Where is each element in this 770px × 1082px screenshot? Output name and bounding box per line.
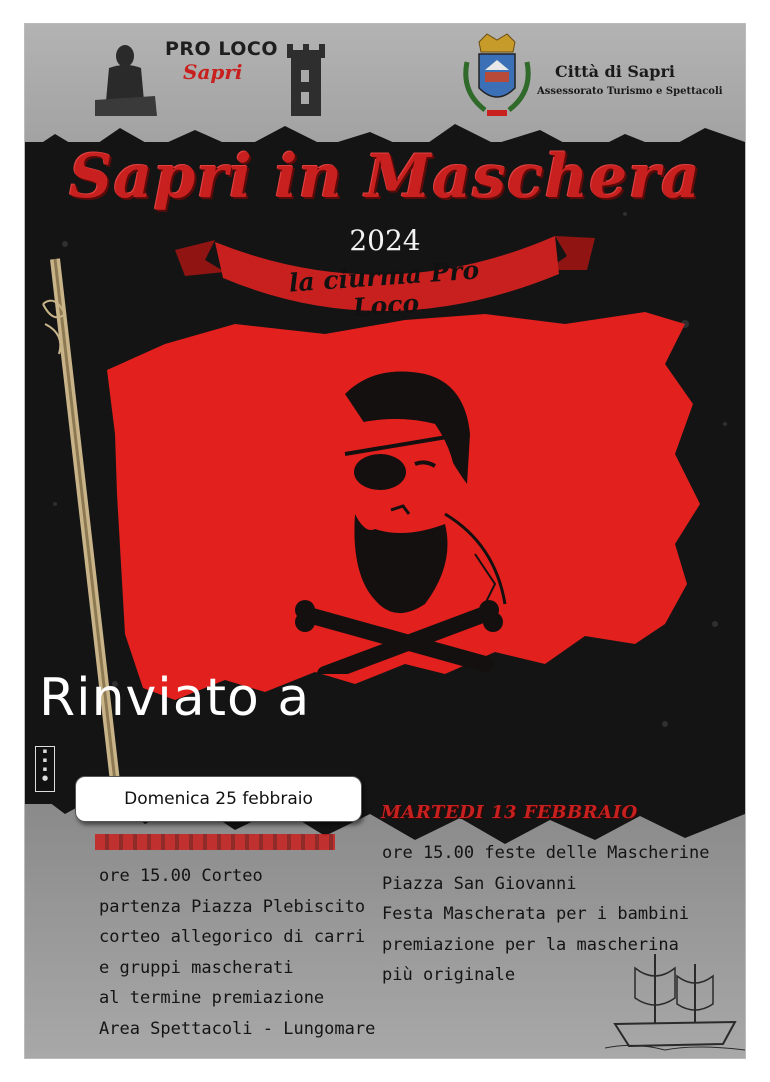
poster [25,24,745,1058]
event-line: e gruppi mascherati [99,957,294,978]
proloco-subtitle: Sapri [183,60,243,84]
ship-icon [605,944,745,1054]
event-line: al termine premiazione [99,988,325,1008]
new-date-text: Domenica 25 febbraio [124,789,313,809]
event-line: più originale [382,965,516,985]
poster-year: 2024 [349,224,421,257]
event-line: Area Spettacoli - Lungomare [99,1018,376,1039]
event-line: premiazione per la mascherina [382,934,679,955]
poster-title: Sapri in Maschera [69,142,701,212]
event-line: Festa Mascherata per i bambini [382,904,690,924]
covered-date-heading [95,834,335,850]
event-line: Piazza San Giovanni [382,873,577,894]
city-title: Città di Sapri [555,62,675,81]
proloco-title: PRO LOCO [165,38,278,60]
event-line: partenza Piazza Plebiscito [99,896,366,917]
events-left [99,861,375,1044]
city-department: Assessorato Turismo e Spettacoli [537,86,723,97]
postponed-label: Rinviato a [39,668,311,728]
event-heading-martedi: MARTEDI 13 FEBBRAIO [381,802,638,823]
event-line: ore 15.00 Corteo [99,866,263,886]
ribbon-text: la ciurma Pro Loco [287,255,481,323]
printer-stamp: ▪ ▪ ▪ ● [35,746,55,792]
event-line: corteo allegorico di carri [99,927,366,947]
event-line: ore 15.00 feste delle Mascherine [382,843,710,863]
pirate-portrait [295,364,525,674]
new-date-box [75,776,362,822]
